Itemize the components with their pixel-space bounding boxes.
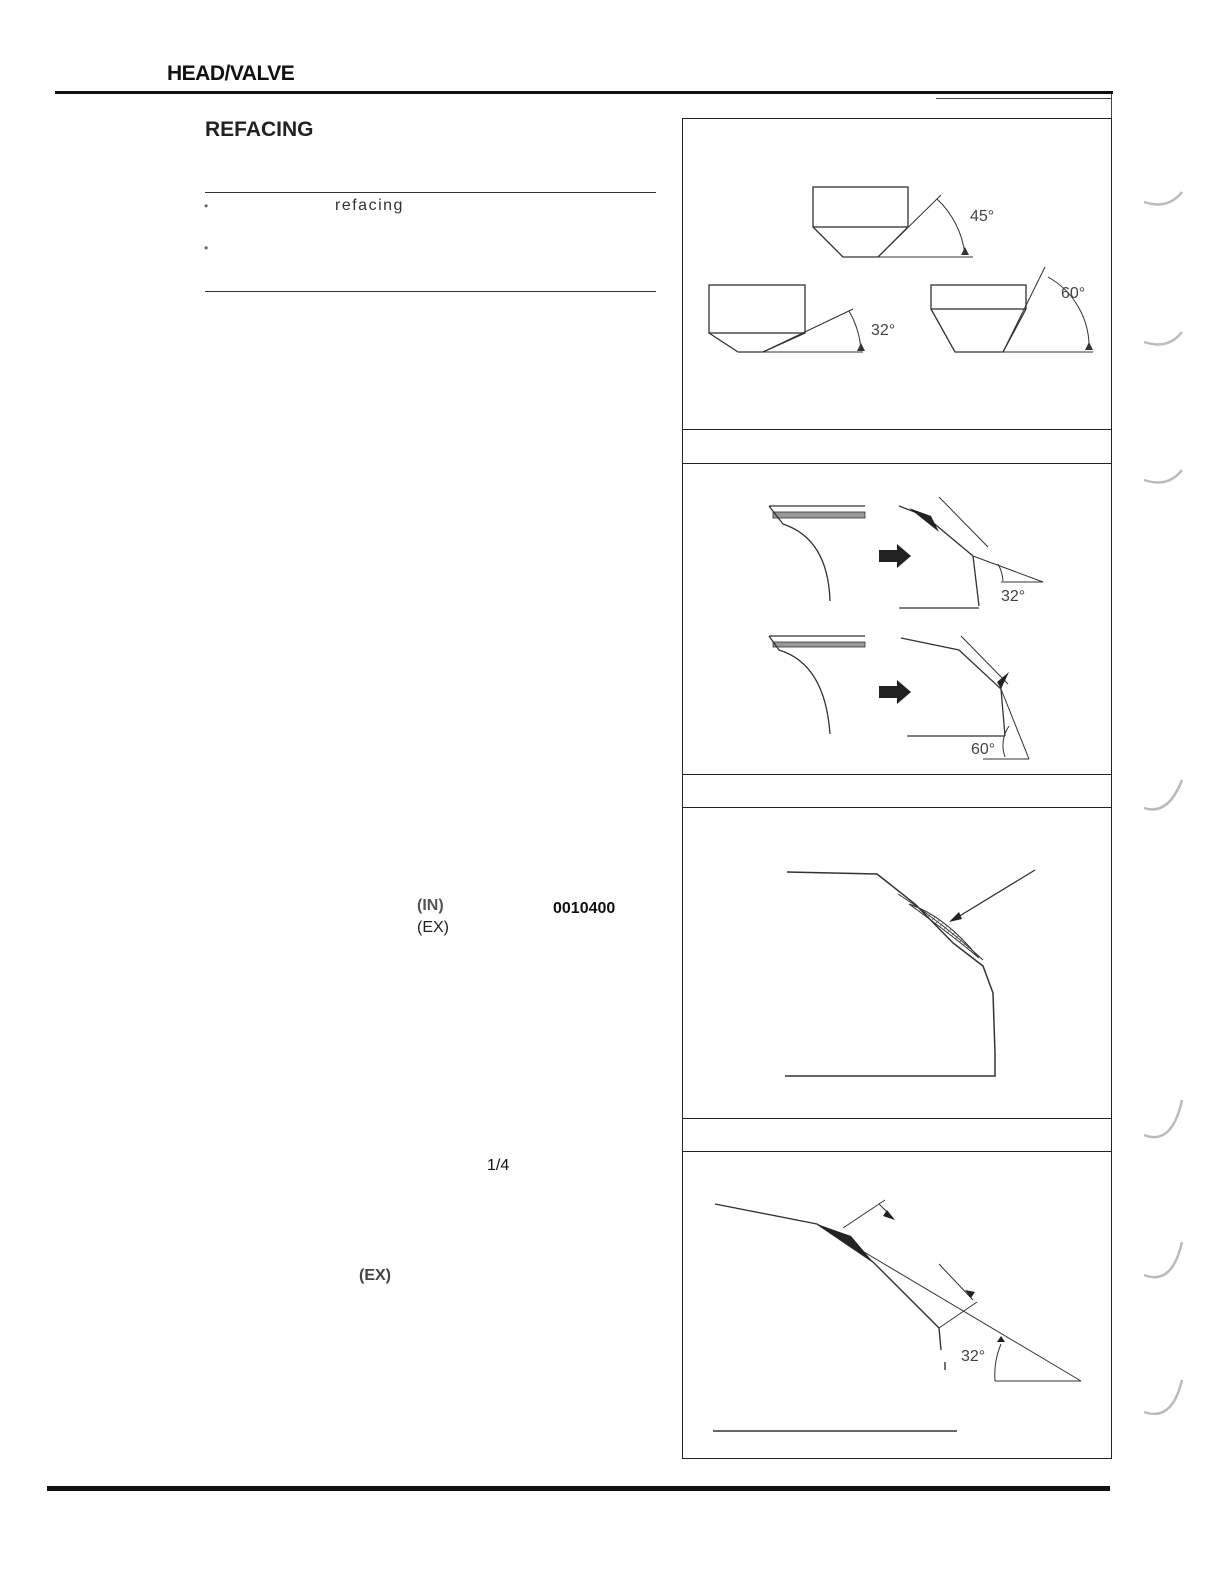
angle-label-top-32: 32° <box>1001 588 1026 605</box>
cutter-60-tip <box>931 309 1026 352</box>
angle-label-60: 60° <box>1061 285 1086 302</box>
seat-refacing-drawing <box>683 464 1113 776</box>
note-top-rule <box>205 192 656 193</box>
page-header-title: HEAD/VALVE <box>167 62 295 85</box>
part-number: 0010400 <box>553 900 616 917</box>
cutter-angles-drawing <box>683 119 1113 431</box>
tab-mark-6 <box>1144 1242 1182 1277</box>
tab-vertical-rule <box>1111 94 1112 120</box>
cutter-60-body <box>931 285 1026 309</box>
cutter-45-body <box>813 187 908 227</box>
tab-mark-1 <box>1144 192 1182 204</box>
tab-rule <box>936 98 1112 99</box>
figure-seat-width <box>682 1151 1112 1459</box>
angle-label-32: 32° <box>871 322 896 339</box>
section-title: REFACING <box>205 118 314 141</box>
header-rule <box>55 91 1113 94</box>
tab-mark-4 <box>1144 780 1182 809</box>
seat-contact-area <box>909 904 979 958</box>
figure-seat-detail <box>682 807 1112 1119</box>
angle-label-bottom-60: 60° <box>971 741 996 758</box>
tab-mark-7 <box>1144 1380 1182 1414</box>
note-refacing-word: refacing <box>335 197 404 214</box>
angle-label-45: 45° <box>970 208 995 225</box>
cutter-32-tip <box>709 333 805 352</box>
tab-mark-5 <box>1144 1100 1182 1137</box>
pointer-arrowhead <box>949 912 962 922</box>
seat-width-drawing <box>683 1152 1113 1460</box>
cutter-32-body <box>709 285 805 333</box>
valve-face-top <box>773 512 865 518</box>
exhaust-code: (EX) <box>417 919 449 936</box>
exhaust-code-2: (EX) <box>359 1267 391 1284</box>
figure-caption-1 <box>682 430 1112 464</box>
arrow-right-bottom <box>879 680 911 704</box>
arrow-right-top <box>879 544 911 568</box>
angle-label-detail-32: 32° <box>961 1348 986 1365</box>
tab-mark-2 <box>1144 332 1182 344</box>
binder-tab-marks <box>1138 150 1188 1420</box>
valve-face-bottom <box>773 642 865 647</box>
seat-detail-drawing <box>683 808 1113 1120</box>
tab-mark-3 <box>1144 470 1182 482</box>
figure-cutter-angles <box>682 118 1112 430</box>
fraction-value: 1/4 <box>487 1157 510 1174</box>
figure-seat-refacing <box>682 463 1112 775</box>
note-bullet-1: • <box>204 199 209 213</box>
figure-caption-2 <box>682 774 1112 808</box>
intake-code: (IN) <box>417 897 444 914</box>
note-bullet-2: • <box>204 241 209 255</box>
figure-caption-3 <box>682 1118 1112 1152</box>
note-bottom-rule <box>205 291 656 292</box>
footer-rule <box>47 1486 1110 1491</box>
